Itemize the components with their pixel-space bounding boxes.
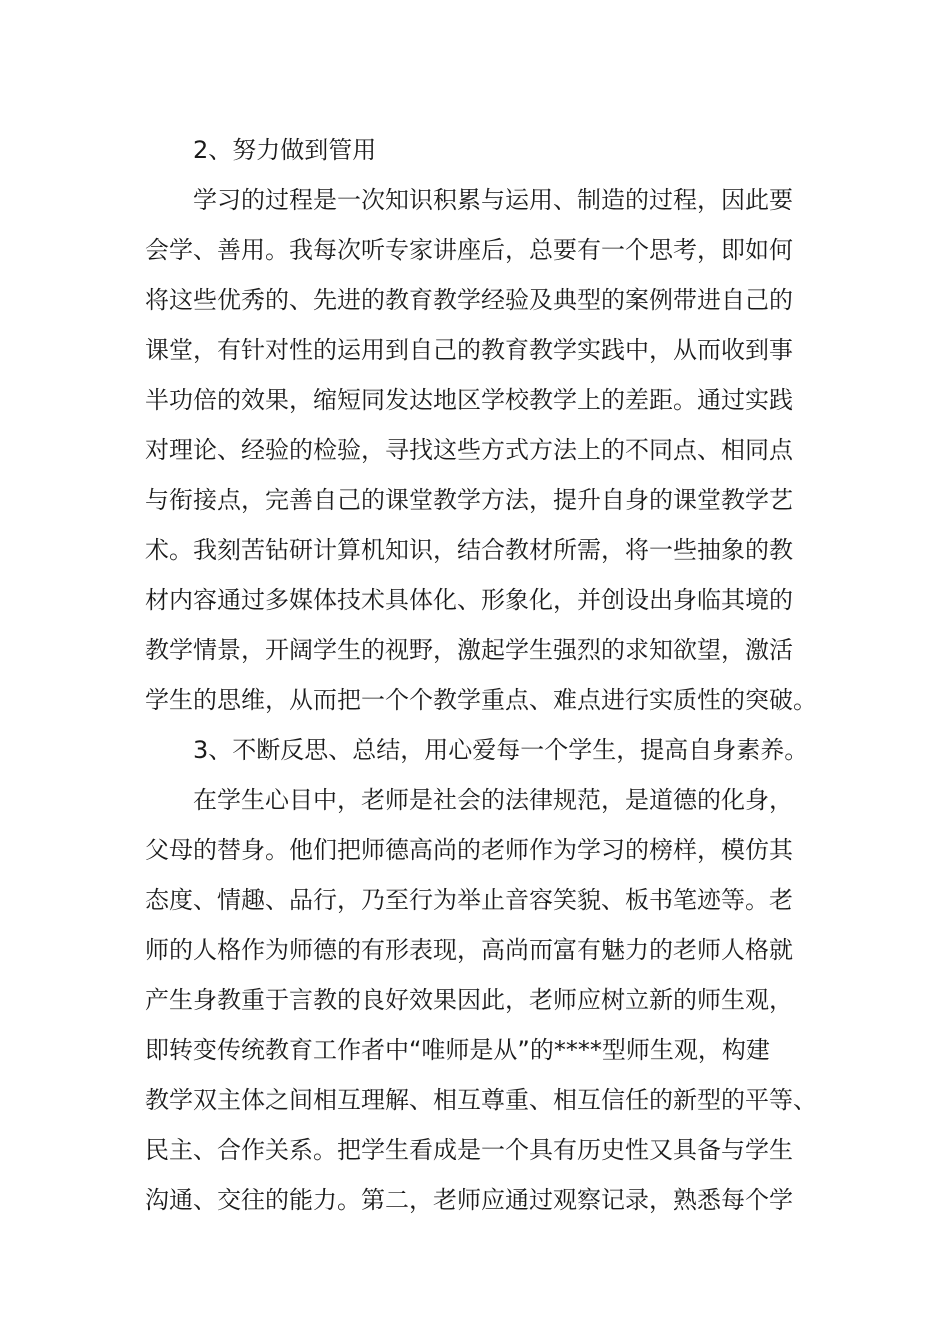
paragraph-line: 会学、善用。我每次听专家讲座后，总要有一个思考，即如何: [145, 236, 793, 264]
paragraph-line: 教学情景，开阔学生的视野，激起学生强烈的求知欲望，激活: [145, 636, 793, 664]
paragraph-line: 学生的思维，从而把一个个教学重点、难点进行实质性的突破。: [145, 686, 817, 714]
paragraph-line: 学习的过程是一次知识积累与运用、制造的过程，因此要: [193, 186, 793, 214]
paragraph-line: 将这些优秀的、先进的教育教学经验及典型的案例带进自己的: [145, 286, 793, 314]
paragraph-line: 与衔接点，完善自己的课堂教学方法，提升自身的课堂教学艺: [145, 486, 793, 514]
paragraph-line: 材内容通过多媒体技术具体化、形象化，并创设出身临其境的: [145, 586, 793, 614]
paragraph-line: 师的人格作为师德的有形表现，高尚而富有魅力的老师人格就: [145, 936, 793, 964]
document-body: [145, 125, 825, 1225]
paragraph-line: 沟通、交往的能力。第二，老师应通过观察记录，熟悉每个学: [145, 1186, 793, 1214]
paragraph-line: 课堂，有针对性的运用到自己的教育教学实践中，从而收到事: [145, 336, 793, 364]
paragraph-line: 在学生心目中，老师是社会的法律规范，是道德的化身，: [193, 786, 793, 814]
paragraph-line: 态度、情趣、品行，乃至行为举止音容笑貌、板书笔迹等。老: [145, 886, 793, 914]
paragraph-line: 术。我刻苦钻研计算机知识，结合教材所需，将一些抽象的教: [145, 536, 793, 564]
paragraph-line: 教学双主体之间相互理解、相互尊重、相互信任的新型的平等、: [145, 1086, 817, 1114]
paragraph-line: 对理论、经验的检验，寻找这些方式方法上的不同点、相同点: [145, 436, 793, 464]
paragraph-line: 产生身教重于言教的良好效果因此，老师应树立新的师生观，: [145, 986, 793, 1014]
paragraph-line: 即转变传统教育工作者中“唯师是从”的****型师生观，构建: [145, 1036, 770, 1064]
section-heading-3: 3、不断反思、总结，用心爱每一个学生，提高自身素养。: [193, 736, 809, 764]
paragraph-line: 父母的替身。他们把师德高尚的老师作为学习的榜样，模仿其: [145, 836, 793, 864]
paragraph-line: 民主、合作关系。把学生看成是一个具有历史性又具备与学生: [145, 1136, 793, 1164]
paragraph-line: 半功倍的效果，缩短同发达地区学校教学上的差距。通过实践: [145, 386, 793, 414]
section-heading-2: 2、努力做到管用: [193, 136, 377, 164]
